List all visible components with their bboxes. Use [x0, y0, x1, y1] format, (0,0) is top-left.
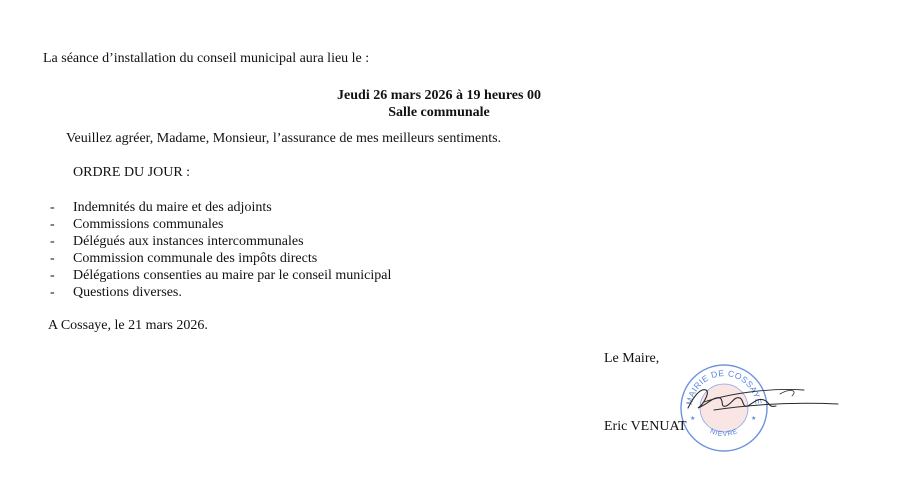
agenda-bullet: - — [50, 200, 55, 215]
agenda-item — [50, 199, 391, 216]
agenda-item-label: Indemnités du maire et des adjoints — [73, 200, 272, 215]
agenda-item-label: Délégations consenties au maire par le conseil municipal — [73, 268, 392, 283]
date-place: A Cossaye, le 21 mars 2026. — [48, 318, 208, 333]
agenda-title: ORDRE DU JOUR : — [73, 165, 191, 180]
agenda-item-label: Délégués aux instances intercommunales — [73, 234, 304, 249]
signatory-name: Eric VENUAT — [604, 419, 687, 434]
intro-text: La séance d’installation du conseil municipal aura lieu le : — [43, 51, 370, 66]
agenda-item — [50, 267, 391, 284]
agenda-item-label: Commissions communales — [73, 217, 224, 232]
agenda-bullet: - — [50, 217, 55, 232]
agenda-item-label: Questions diverses. — [73, 285, 182, 300]
agenda-item — [50, 250, 391, 267]
agenda-list — [50, 199, 391, 301]
agenda-bullet: - — [50, 268, 55, 283]
agenda-item — [50, 216, 391, 233]
closing-text: Veuillez agréer, Madame, Monsieur, l’assurance de mes meilleurs sentiments. — [66, 131, 502, 146]
agenda-item — [50, 233, 391, 250]
agenda-bullet: - — [50, 251, 55, 266]
agenda-item-label: Commission communale des impôts directs — [73, 251, 318, 266]
agenda-bullet: - — [50, 285, 55, 300]
agenda-item — [50, 284, 391, 301]
meeting-place: Salle communale — [388, 105, 490, 120]
stamp-star-icon: ★ — [690, 416, 696, 422]
agenda-bullet: - — [50, 234, 55, 249]
meeting-block — [0, 87, 878, 121]
stamp-top-text: MAIRIE DE COSSAYE — [684, 367, 764, 406]
handwritten-signature — [684, 378, 844, 418]
meeting-datetime: Jeudi 26 mars 2026 à 19 heures 00 — [337, 88, 541, 103]
stamp-star-icon: ★ — [751, 416, 757, 422]
signatory-title: Le Maire, — [604, 351, 660, 366]
stamp-bottom-text: NIEVRE — [708, 427, 740, 439]
